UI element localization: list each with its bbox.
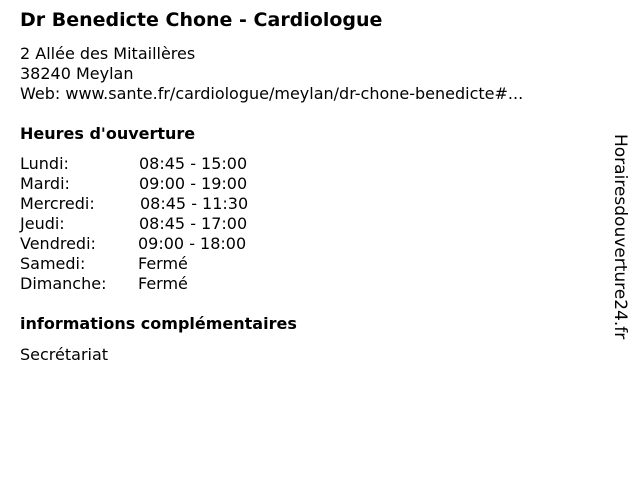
address-city: 38240 Meylan: [20, 64, 134, 83]
address-street: 2 Allée des Mitaillères: [20, 44, 196, 63]
day-hours: Fermé: [138, 254, 188, 273]
day-label: Jeudi:: [20, 214, 65, 233]
day-label: Vendredi:: [20, 234, 96, 253]
day-label: Mercredi:: [20, 194, 95, 213]
day-hours: 08:45 - 15:00: [139, 154, 248, 173]
info-heading: informations complémentaires: [20, 314, 297, 333]
day-label: Lundi:: [20, 154, 69, 173]
info-text: Secrétariat: [20, 345, 109, 364]
day-hours: Fermé: [138, 274, 188, 293]
website-link[interactable]: Web: www.sante.fr/cardiologue/meylan/dr-chone-benedicte#...: [20, 84, 524, 103]
watermark: Horairesdouverture24.fr: [610, 134, 630, 340]
day-hours: 08:45 - 11:30: [140, 194, 249, 213]
day-hours: 09:00 - 18:00: [138, 234, 247, 253]
day-label: Mardi:: [20, 174, 70, 193]
page-title: Dr Benedicte Chone - Cardiologue: [20, 9, 383, 31]
day-hours: 08:45 - 17:00: [139, 214, 248, 233]
address-block: [20, 44, 523, 104]
day-hours: 09:00 - 19:00: [139, 174, 248, 193]
day-label: Samedi:: [20, 254, 86, 273]
day-label: Dimanche:: [20, 274, 107, 293]
hours-heading: Heures d'ouverture: [20, 124, 196, 143]
